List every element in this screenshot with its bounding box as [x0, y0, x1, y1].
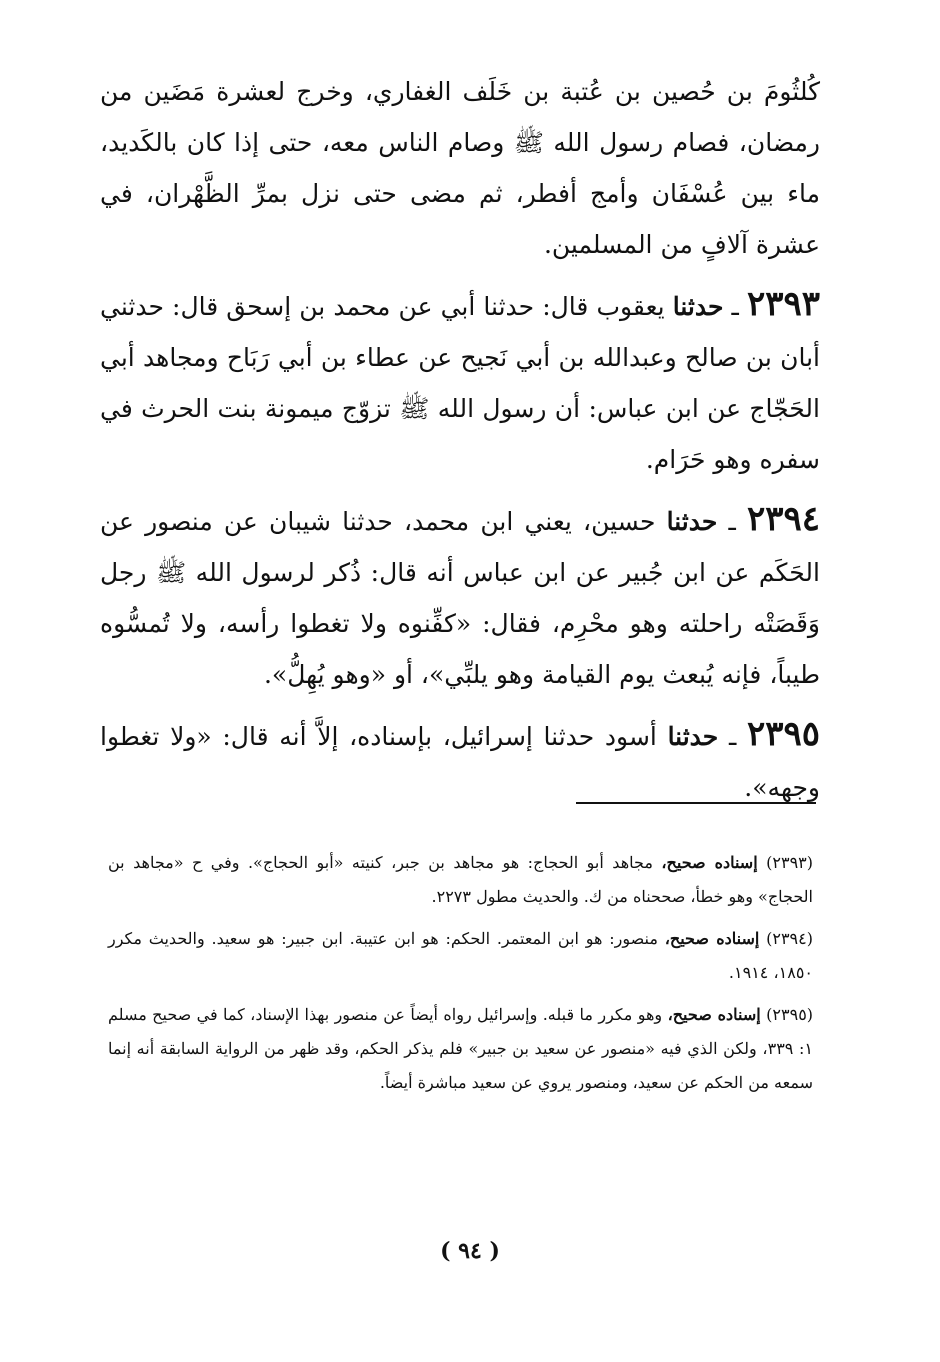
footnote-lead: إسناده صحيح،	[667, 1005, 761, 1024]
hadith-dash: ـ	[717, 507, 736, 536]
footnote-separator	[576, 802, 816, 804]
hadith-2395	[100, 709, 820, 813]
footnote-text: وهو مكرر ما قبله. وإسرائيل رواه أيضاً عن منصور بهذا الإسناد، كما في صحيح مسلم ١: ٣٣٩، ولكن الذي فيه «منصور عن سعيد بن جبير» فلم يذكر الحكم، وقد ظهر من الرواية السابقة أنه إنما سمعه من الحكم عن سعيد، ومنصور يروي عن سعيد مباشرة أيضاً.	[108, 1005, 813, 1092]
footnote-number: (٢٣٩٥)	[766, 1005, 814, 1024]
footnote-text: منصور: هو ابن المعتمر. الحكم: هو ابن عتيبة. ابن جبير: هو سعيد. والحديث مكرر ١٨٥٠، ١٩١٤.	[108, 929, 813, 982]
hadith-2394	[100, 494, 820, 700]
hadith-dash: ـ	[718, 722, 737, 751]
paragraph-continuation	[100, 66, 820, 270]
footnote-number: (٢٣٩٣)	[766, 853, 814, 872]
footnote-text: مجاهد أبو الحجاج: هو مجاهد بن جبر، كنيته «أبو الحجاج». وفي ح «مجاهد بن الحجاج» وهو خطأ، صححناه من ك. والحديث مطول ٢٢٧٣.	[108, 853, 813, 906]
paragraph-text: كُلثُومَ بن حُصين بن عُتبة بن خَلَف الغفاري، وخرج لعشرة مَضَين من رمضان، فصام رسول الله ﷺ وصام الناس معه، حتى إذا كان بالكَديد، ماء بين عُسْفَان وأمج أفطر، ثم مضى حتى نزل بمرِّ الظَّهْران، في عشرة آلافٍ من المسلمين.	[100, 77, 820, 259]
hadith-lead: حدثنا	[667, 722, 719, 751]
hadith-text: يعقوب قال: حدثنا أبي عن محمد بن إسحق قال: حدثني أبان بن صالح وعبدالله بن أبي نَجيح عن عطاء بن أبي رَبَاح ومجاهد أبي الحَجّاج عن ابن عباس: أن رسول الله ﷺ تزوّج ميمونة بنت الحرث في سفره وهو حَرَام.	[100, 292, 820, 474]
main-text	[100, 66, 820, 822]
footnote-2394	[108, 922, 813, 990]
footnote-number: (٢٣٩٤)	[766, 929, 813, 948]
footnote-2395	[108, 998, 813, 1100]
footnote-2393	[108, 846, 813, 914]
hadith-lead: حدثنا	[666, 507, 718, 536]
footnotes	[108, 846, 813, 1108]
hadith-2393	[100, 279, 820, 485]
footnote-lead: إسناده صحيح،	[664, 929, 760, 948]
hadith-number: ٢٣٩٥	[746, 714, 821, 754]
footnote-lead: إسناده صحيح،	[661, 853, 758, 872]
hadith-dash: ـ	[723, 292, 739, 321]
page-number: ( ٩٤ )	[440, 1238, 500, 1264]
hadith-lead: حدثنا	[672, 292, 724, 321]
hadith-number: ٢٣٩٣	[746, 284, 820, 324]
hadith-text: أسود حدثنا إسرائيل، بإسناده، إلاَّ أنه قال: «ولا تغطوا وجهه».	[100, 722, 820, 802]
hadith-number: ٢٣٩٤	[746, 499, 821, 539]
hadith-text: حسين، يعني ابن محمد، حدثنا شيبان عن منصور عن الحَكَم عن ابن جُبير عن ابن عباس أنه قال: ذُكر لرسول الله ﷺ رجل وَقَصَتْه راحلته وهو محْرِم، فقال: «كفِّنوه ولا تغطوا رأسه، ولا تُمسُّوه طيباً، فإنه يُبعث يوم القيامة وهو يلبِّي»، أو «وهو يُهِلُّ».	[100, 507, 820, 689]
